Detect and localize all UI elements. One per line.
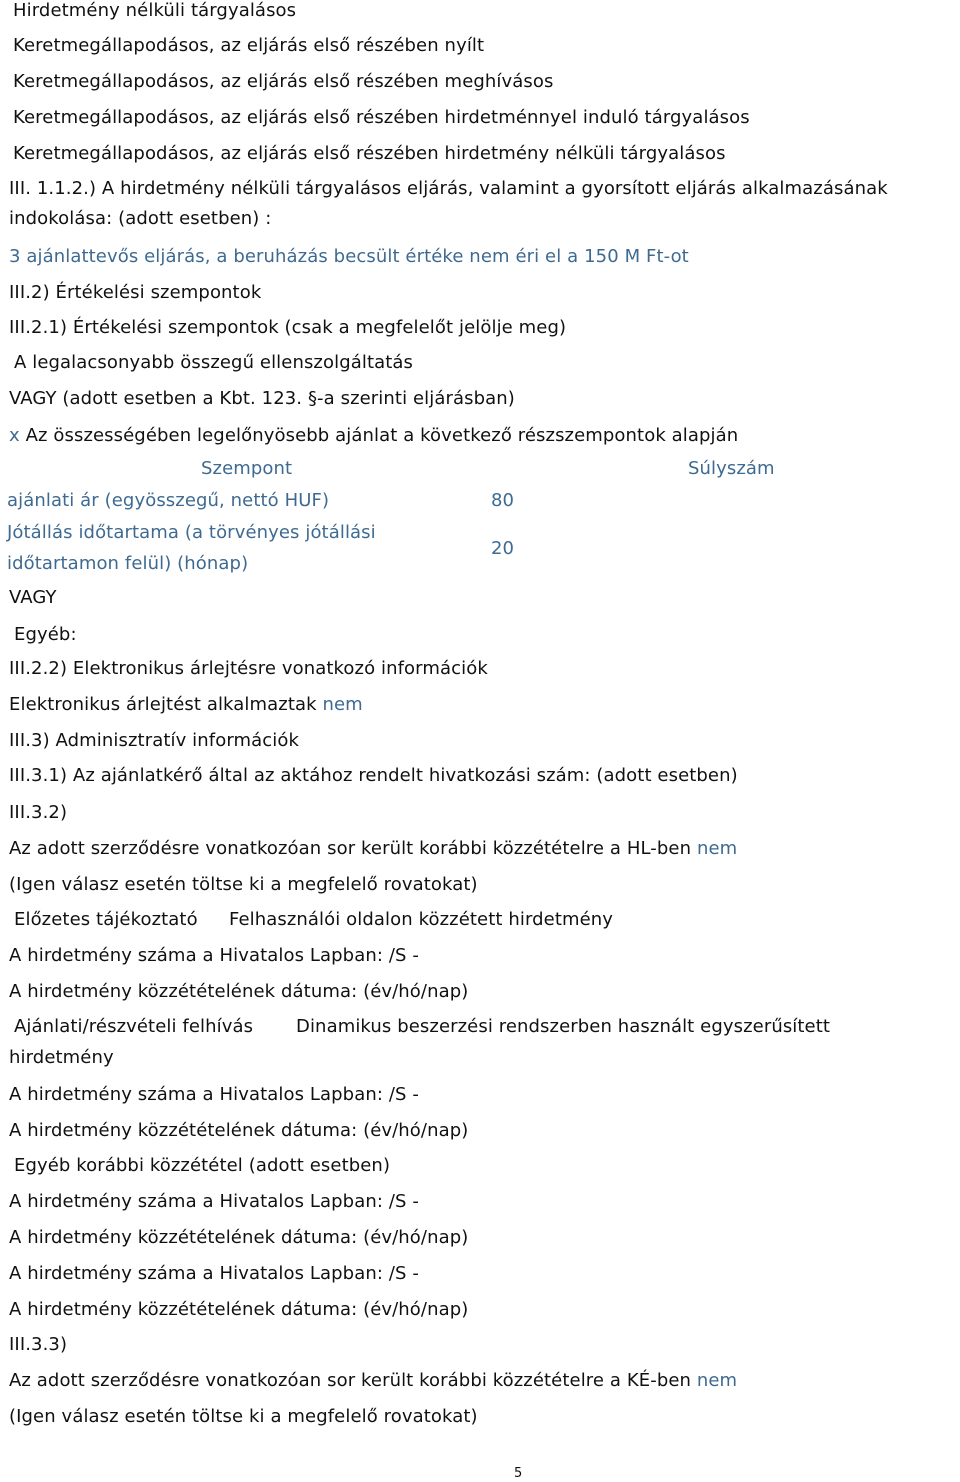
- option-dps-notice: Dinamikus beszerzési rendszerben használt egyszerűsített: [296, 1016, 831, 1037]
- section-333-heading: III.3.3): [9, 1334, 68, 1355]
- notice-number-3: A hirdetmény száma a Hivatalos Lapban: /S -: [9, 1191, 419, 1212]
- notice-number-2: A hirdetmény száma a Hivatalos Lapban: /S -: [9, 1084, 419, 1105]
- section-332-heading: III.3.2): [9, 802, 68, 823]
- option-dps-notice-cont: hirdetmény: [9, 1047, 114, 1068]
- notice-number-4: A hirdetmény száma a Hivatalos Lapban: /S -: [9, 1263, 419, 1284]
- table-row-price-weight: 80: [491, 490, 515, 511]
- option-framework-negotiated-notice: Keretmegállapodásos, az eljárás első részében hirdetménnyel induló tárgyalásos: [13, 107, 750, 128]
- prev-publication-hl-label: Az adott szerződésre vonatkozóan sor került korábbi közzétételre a HL-ben: [9, 838, 692, 859]
- prev-publication-ke-row: [9, 1370, 737, 1392]
- criteria-or: VAGY: [9, 587, 57, 608]
- section-33-heading: III.3) Adminisztratív információk: [9, 730, 299, 751]
- criteria-best-value-row: [9, 425, 738, 447]
- prev-publication-ke-value: nem: [696, 1370, 738, 1391]
- table-header-criterion: Szempont: [201, 458, 293, 479]
- prev-publication-hl-value: nem: [696, 838, 738, 859]
- section-321-heading: III.2.1) Értékelési szempontok (csak a megfelelőt jelölje meg): [9, 317, 567, 338]
- section-3112-answer: 3 ajánlattevős eljárás, a beruházás becsült értéke nem éri el a 150 M Ft-ot: [9, 246, 689, 267]
- notice-date-2: A hirdetmény közzétételének dátuma: (év/hó/nap): [9, 1120, 469, 1141]
- table-row-warranty-criterion-cont: időtartamon felül) (hónap): [7, 553, 249, 574]
- section-3112-heading-cont: indokolása: (adott esetben) :: [9, 208, 272, 229]
- page-number: 5: [514, 1466, 523, 1481]
- notice-date-3: A hirdetmény közzétételének dátuma: (év/hó/nap): [9, 1227, 469, 1248]
- option-framework-open: Keretmegállapodásos, az eljárás első részében nyílt: [13, 35, 485, 56]
- section-331-heading: III.3.1) Az ajánlatkérő által az aktához rendelt hivatkozási szám: (adott esetben): [9, 765, 738, 786]
- criteria-best-value: Az összességében legelőnyösebb ajánlat a következő részszempontok alapján: [25, 425, 739, 446]
- option-negotiated-no-notice: Hirdetmény nélküli tárgyalásos: [13, 0, 297, 21]
- fill-note-2: (Igen válasz esetén töltse ki a megfelelő rovatokat): [9, 1406, 478, 1427]
- table-row-warranty-weight: 20: [491, 538, 515, 559]
- fill-note-1: (Igen válasz esetén töltse ki a megfelelő rovatokat): [9, 874, 478, 895]
- e-auction-value: nem: [322, 694, 363, 715]
- option-call-for-tender: Ajánlati/részvételi felhívás: [14, 1016, 254, 1037]
- option-framework-negotiated-no-notice: Keretmegállapodásos, az eljárás első részében hirdetmény nélküli tárgyalásos: [13, 143, 726, 164]
- e-auction-row: [9, 694, 363, 716]
- section-322-heading: III.2.2) Elektronikus árlejtésre vonatkozó információk: [9, 658, 488, 679]
- check-mark: x: [9, 425, 20, 446]
- table-row-warranty-criterion: Jótállás időtartama (a törvényes jótállási: [7, 522, 376, 543]
- table-header-weight: Súlyszám: [688, 458, 775, 479]
- option-framework-restricted: Keretmegállapodásos, az eljárás első részében meghívásos: [13, 71, 554, 92]
- criteria-or-note: VAGY (adott esetben a Kbt. 123. §-a szerinti eljárásban): [9, 388, 515, 409]
- notice-date-1: A hirdetmény közzétételének dátuma: (év/hó/nap): [9, 981, 469, 1002]
- prev-publication-hl-row: [9, 838, 737, 860]
- e-auction-label: Elektronikus árlejtést alkalmaztak: [9, 694, 317, 715]
- table-row-price-criterion: ajánlati ár (egyösszegű, nettó HUF): [7, 490, 330, 511]
- section-32-heading: III.2) Értékelési szempontok: [9, 282, 262, 303]
- criteria-other: Egyéb:: [14, 624, 77, 645]
- notice-number-1: A hirdetmény száma a Hivatalos Lapban: /S -: [9, 945, 419, 966]
- criteria-lowest-price: A legalacsonyabb összegű ellenszolgáltatás: [14, 352, 414, 373]
- option-prior-information: Előzetes tájékoztató: [14, 909, 198, 930]
- notice-date-4: A hirdetmény közzétételének dátuma: (év/hó/nap): [9, 1299, 469, 1320]
- section-3112-heading: III. 1.1.2.) A hirdetmény nélküli tárgyalásos eljárás, valamint a gyorsított eljárás alkalmazásának: [9, 178, 888, 199]
- option-buyer-profile-notice: Felhasználói oldalon közzétett hirdetmény: [229, 909, 614, 930]
- prev-publication-ke-label: Az adott szerződésre vonatkozóan sor került korábbi közzétételre a KÉ-ben: [9, 1370, 692, 1391]
- option-other-publication: Egyéb korábbi közzététel (adott esetben): [14, 1155, 391, 1176]
